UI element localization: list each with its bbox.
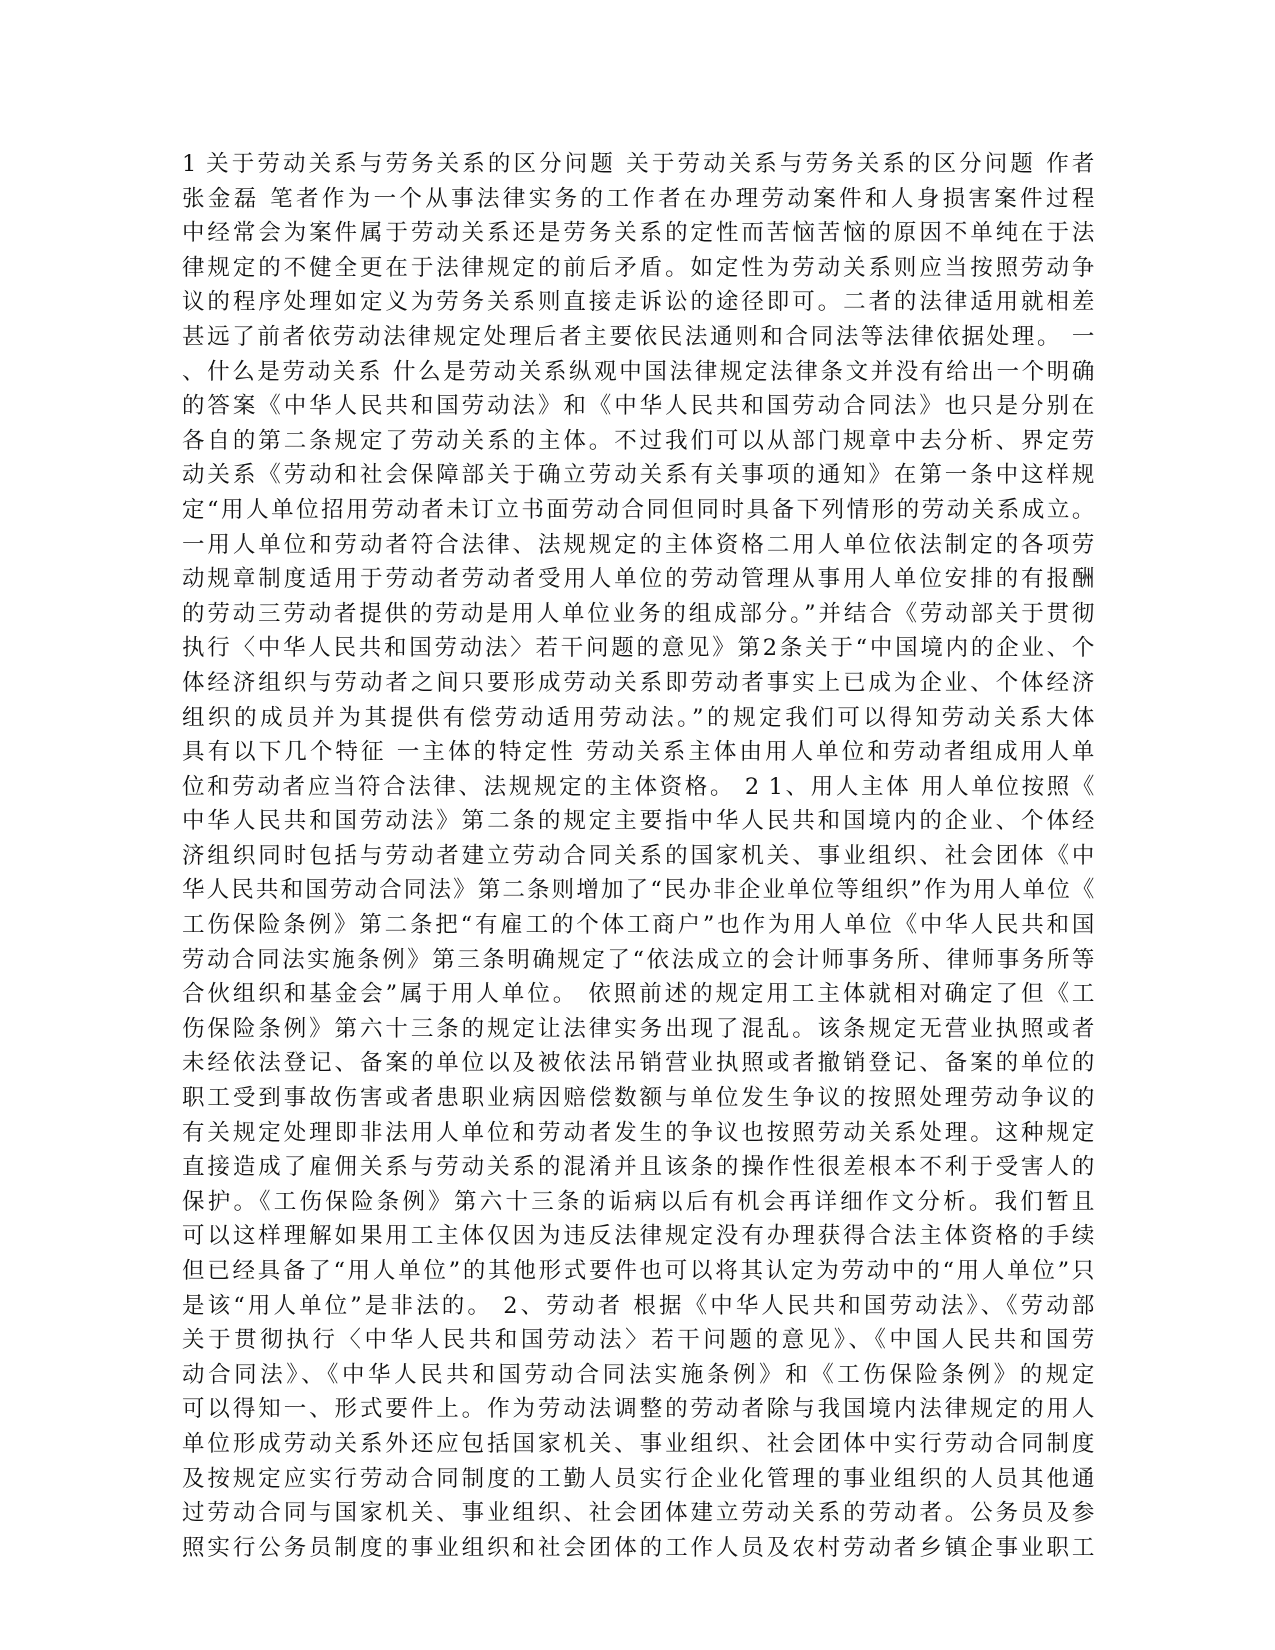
- text-line: 动关系《劳动和社会保障部关于确立劳动关系有关事项的通知》在第一条中这样规: [182, 462, 1094, 489]
- text-line: 关于贯彻执行〈中华人民共和国劳动法〉若干问题的意见》、《中国人民共和国劳: [182, 1327, 1094, 1354]
- text-line: 职工受到事故伤害或者患职业病因赔偿数额与单位发生争议的按照处理劳动争议的: [182, 1085, 1094, 1112]
- text-line: 议的程序处理如定义为劳务关系则直接走诉讼的途径即可。二者的法律适用就相差: [182, 289, 1094, 316]
- text-line: 组织的成员并为其提供有偿劳动适用劳动法。”的规定我们可以得知劳动关系大体: [182, 704, 1094, 731]
- text-line: 但已经具备了“用人单位”的其他形式要件也可以将其认定为劳动中的“用人单位”只: [182, 1258, 1094, 1284]
- text-line: 可以得知一、形式要件上。作为劳动法调整的劳动者除与我国境内法律规定的用人: [182, 1396, 1094, 1423]
- text-line: 动规章制度适用于劳动者劳动者受用人单位的劳动管理从事用人单位安排的有报酬: [182, 566, 1094, 593]
- text-line: 工伤保险条例》第二条把“有雇工的个体工商户”也作为用人单位《中华人民共和国: [182, 912, 1094, 939]
- text-line: 、什么是劳动关系 什么是劳动关系纵观中国法律规定法律条文并没有给出一个明确: [182, 358, 1094, 385]
- text-line: 伤保险条例》第六十三条的规定让法律实务出现了混乱。该条规定无营业执照或者: [182, 1015, 1094, 1042]
- text-line: 及按规定应实行劳动合同制度的工勤人员实行企业化管理的事业组织的人员其他通: [182, 1465, 1094, 1492]
- text-line: 的答案《中华人民共和国劳动法》和《中华人民共和国劳动合同法》也只是分别在: [182, 393, 1094, 420]
- text-line: 动合同法》、《中华人民共和国劳动合同法实施条例》和《工伤保险条例》的规定: [182, 1361, 1094, 1388]
- text-line: 张金磊 笔者作为一个从事法律实务的工作者在办理劳动案件和人身损害案件过程: [182, 185, 1094, 212]
- text-line: 中经常会为案件属于劳动关系还是劳务关系的定性而苦恼苦恼的原因不单纯在于法: [182, 220, 1094, 247]
- text-line: 的劳动三劳动者提供的劳动是用人单位业务的组成部分。”并结合《劳动部关于贯彻: [182, 600, 1094, 627]
- text-line: 保护。《工伤保险条例》第六十三条的诟病以后有机会再详细作文分析。我们暂且: [182, 1188, 1094, 1215]
- text-line: 是该“用人单位”是非法的。 2、劳动者 根据《中华人民共和国劳动法》、《劳动部: [182, 1292, 1094, 1319]
- text-line: 未经依法登记、备案的单位以及被依法吊销营业执照或者撤销登记、备案的单位的: [182, 1050, 1094, 1077]
- text-line: 照实行公务员制度的事业组织和社会团体的工作人员及农村劳动者乡镇企事业职工: [182, 1534, 1094, 1561]
- text-line: 济组织同时包括与劳动者建立劳动合同关系的国家机关、事业组织、社会团体《中: [182, 842, 1094, 869]
- text-line: 1 关于劳动关系与劳务关系的区分问题 关于劳动关系与劳务关系的区分问题 作者: [182, 151, 1094, 177]
- text-line: 各自的第二条规定了劳动关系的主体。不过我们可以从部门规章中去分析、界定劳: [182, 427, 1094, 454]
- text-line: 执行〈中华人民共和国劳动法〉若干问题的意见》第2条关于“中国境内的企业、个: [182, 635, 1094, 662]
- text-line: 具有以下几个特征 一主体的特定性 劳动关系主体由用人单位和劳动者组成用人单: [182, 739, 1094, 766]
- text-line: 合伙组织和基金会”属于用人单位。 依照前述的规定用工主体就相对确定了但《工: [182, 981, 1094, 1008]
- text-line: 体经济组织与劳动者之间只要形成劳动关系即劳动者事实上已成为企业、个体经济: [182, 669, 1094, 696]
- document-body: [182, 147, 1094, 1565]
- text-line: 单位形成劳动关系外还应包括国家机关、事业组织、社会团体中实行劳动合同制度: [182, 1430, 1094, 1457]
- text-line: 定“用人单位招用劳动者未订立书面劳动合同但同时具备下列情形的劳动关系成立。: [182, 496, 1094, 523]
- text-line: 一用人单位和劳动者符合法律、法规规定的主体资格二用人单位依法制定的各项劳: [182, 531, 1094, 558]
- text-line: 律规定的不健全更在于法律规定的前后矛盾。如定性为劳动关系则应当按照劳动争: [182, 254, 1094, 281]
- text-line: 甚远了前者依劳动法律规定处理后者主要依民法通则和合同法等法律依据处理。 一: [182, 323, 1094, 350]
- text-line: 有关规定处理即非法用人单位和劳动者发生的争议也按照劳动关系处理。这种规定: [182, 1119, 1094, 1146]
- text-line: 位和劳动者应当符合法律、法规规定的主体资格。 2 1、用人主体 用人单位按照《: [182, 773, 1094, 800]
- text-line: 可以这样理解如果用工主体仅因为违反法律规定没有办理获得合法主体资格的手续: [182, 1223, 1094, 1250]
- text-line: 直接造成了雇佣关系与劳动关系的混淆并且该条的操作性很差根本不利于受害人的: [182, 1154, 1094, 1181]
- text-line: 过劳动合同与国家机关、事业组织、社会团体建立劳动关系的劳动者。公务员及参: [182, 1500, 1094, 1527]
- text-line: 中华人民共和国劳动法》第二条的规定主要指中华人民共和国境内的企业、个体经: [182, 808, 1094, 835]
- text-line: 华人民共和国劳动合同法》第二条则增加了“民办非企业单位等组织”作为用人单位《: [182, 877, 1094, 904]
- text-line: 劳动合同法实施条例》第三条明确规定了“依法成立的会计师事务所、律师事务所等: [182, 946, 1094, 973]
